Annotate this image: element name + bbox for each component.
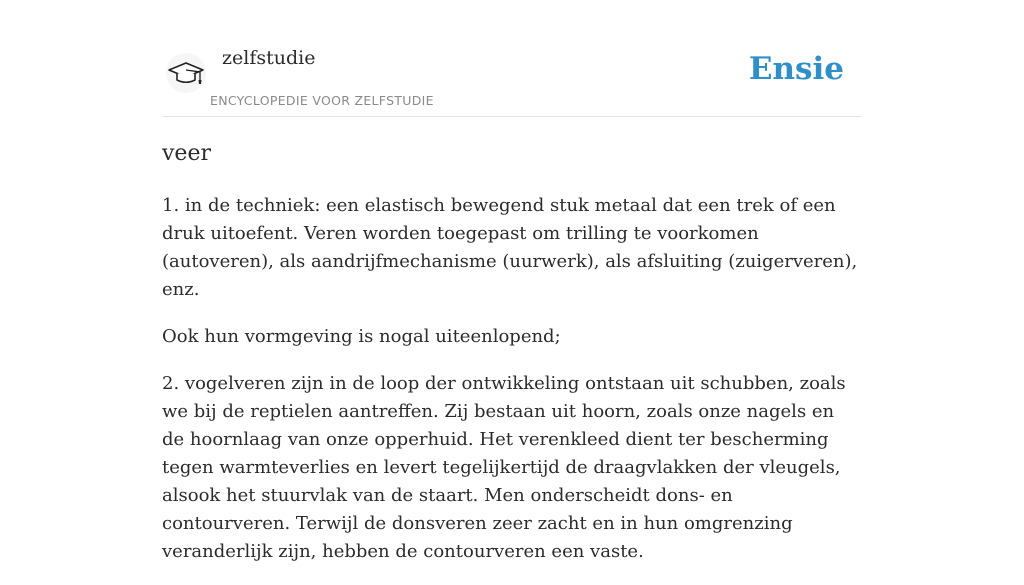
brand-logo-link[interactable]: Ensie: [748, 51, 844, 87]
graduation-cap-icon[interactable]: [166, 53, 206, 93]
entry-body: [162, 192, 862, 585]
entry-title: veer: [162, 141, 211, 166]
entry-paragraph: Ook hun vormgeving is nogal uiteenlopend;: [162, 326, 561, 347]
entry-paragraph: 1. in de techniek: een elastisch bewegend stuk metaal dat een trek of een druk uitoefent. Veren worden toegepast om trilling te voorkomen (autoveren), als aandrijfmechanisme (uurwerk), als afsluiting (zuigerveren), enz.: [162, 195, 858, 300]
site-name[interactable]: zelfstudie: [222, 47, 316, 69]
site-tagline: ENCYCLOPEDIE VOOR ZELFSTUDIE: [210, 93, 434, 108]
site-header: [162, 0, 862, 117]
content-container: [162, 0, 862, 562]
entry-paragraph: 2. vogelveren zijn in de loop der ontwikkeling ontstaan uit schubben, zoals we bij de reptielen aantreffen. Zij bestaan uit hoorn, zoals onze nagels en de hoornlaag van onze opperhuid. Het verenkleed dient ter bescherming tegen warmteverlies en levert tegelijkertijd de draagvlakken der vleugels, alsook het stuurvlak van de staart. Men onderscheidt dons- en contourveren. Terwijl de donsveren zeer zacht en in hun omgrenzing veranderlijk zijn, hebben de contourveren een vaste.: [162, 373, 846, 562]
graduation-cap-svg: [166, 53, 206, 93]
